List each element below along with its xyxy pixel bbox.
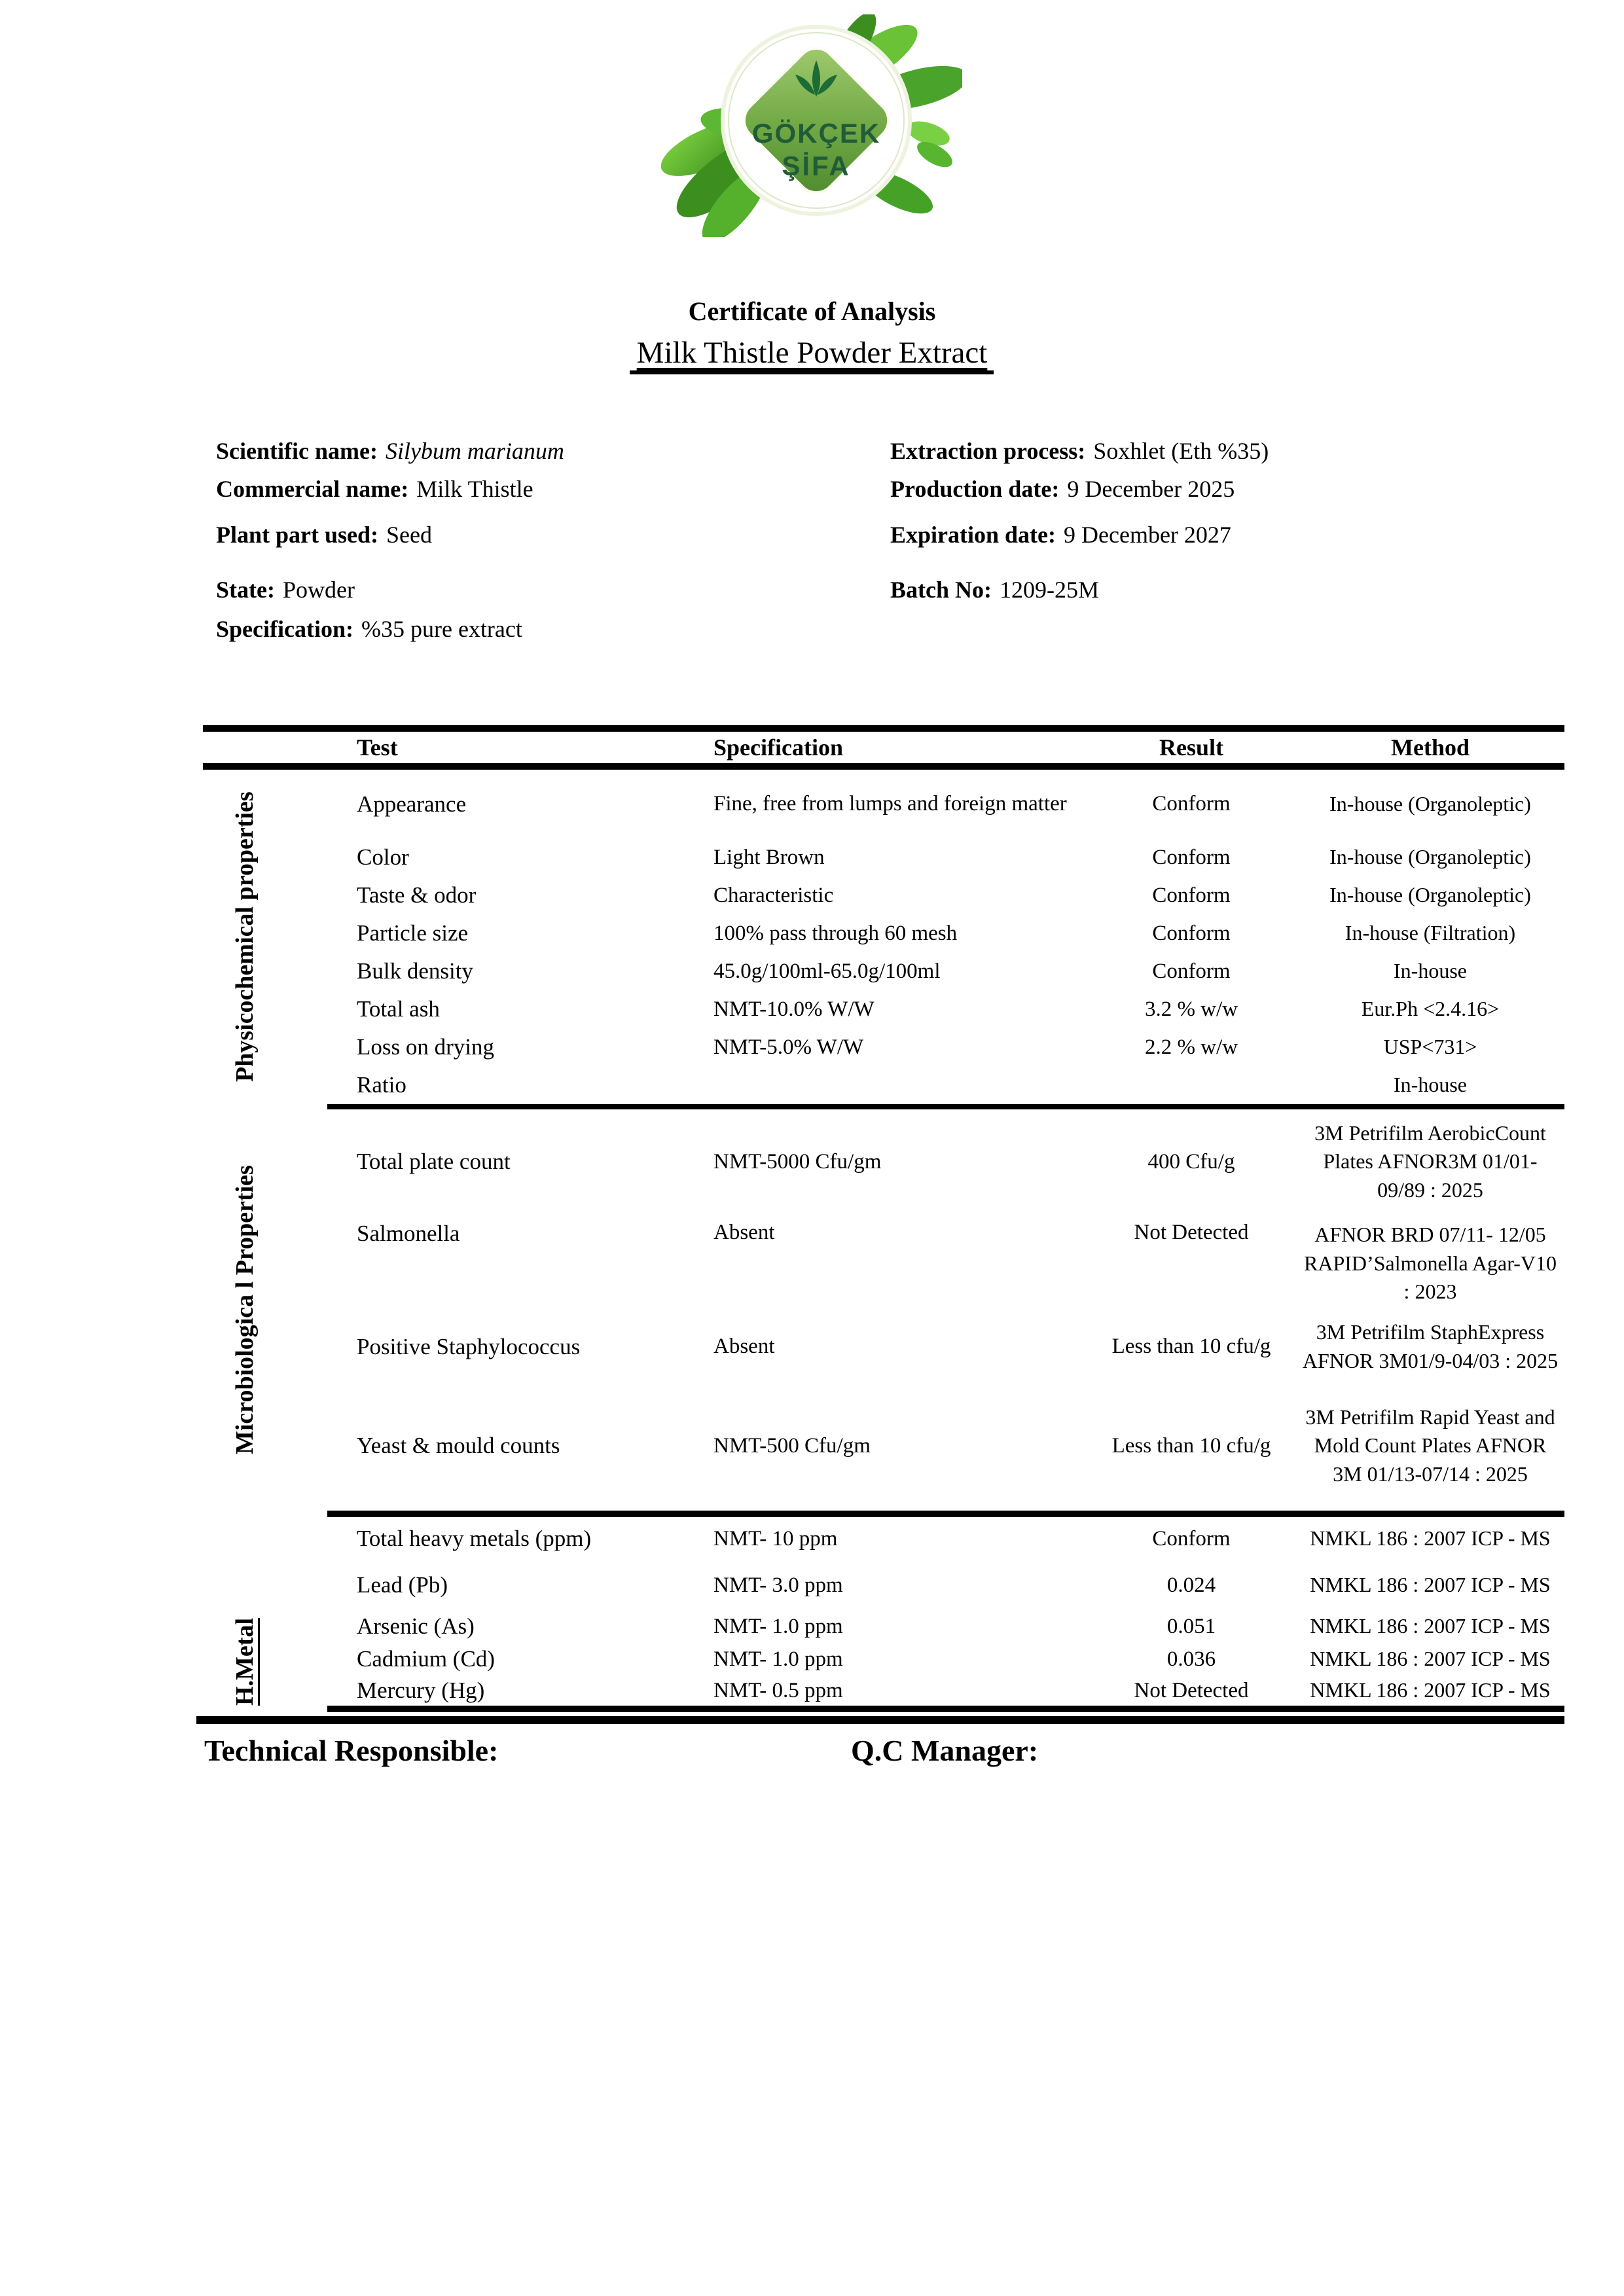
info-label: Expiration date: — [890, 522, 1056, 548]
cell-spec: NMT- 1.0 ppm — [713, 1614, 843, 1638]
table-row — [203, 1214, 1564, 1312]
table-row — [203, 1109, 1564, 1214]
cell-result: 0.024 — [1166, 1573, 1216, 1597]
info-label: Production date: — [890, 476, 1060, 502]
info-label: State: — [216, 577, 275, 603]
cell-spec: NMT- 1.0 ppm — [713, 1647, 843, 1671]
info-value: 9 December 2025 — [1067, 476, 1235, 502]
info-value: 9 December 2027 — [1064, 522, 1231, 548]
table-row — [203, 1312, 1564, 1381]
cell-result: 2.2 % w/w — [1144, 1035, 1238, 1059]
cell-method: In-house — [1394, 959, 1467, 983]
cell-result: Less than 10 cfu/g — [1111, 1335, 1271, 1358]
section-heavy-metals — [203, 1517, 1564, 1706]
cell-spec: Absent — [713, 1221, 775, 1244]
cell-method: AFNOR BRD 07/11- 12/05 RAPID’Salmonella Agar-V10 : 2023 — [1304, 1223, 1557, 1304]
table-row — [203, 1676, 1564, 1706]
table-row — [203, 1643, 1564, 1676]
cell-result: Conform — [1152, 883, 1231, 907]
cell-spec: NMT- 10 ppm — [713, 1526, 838, 1551]
header-specification: Specification — [713, 734, 843, 761]
header-method: Method — [1391, 734, 1470, 761]
table-row — [203, 1028, 1564, 1066]
info-specification — [216, 615, 522, 643]
table-row — [203, 1560, 1564, 1610]
table-header-border — [203, 763, 1564, 770]
cell-spec: Characteristic — [713, 883, 834, 907]
table-row — [203, 914, 1564, 952]
cell-test: Bulk density — [357, 958, 473, 984]
cell-method: NMKL 186 : 2007 ICP - MS — [1310, 1526, 1551, 1551]
section-microbiological — [203, 1109, 1564, 1511]
table-row — [203, 876, 1564, 914]
cell-method: 3M Petrifilm Rapid Yeast and Mold Count Plates AFNOR 3M 01/13-07/14 : 2025 — [1305, 1405, 1555, 1486]
logo-image — [661, 14, 962, 237]
group-label-heavy-metal: H.Metal — [231, 1617, 259, 1706]
cell-result: 0.036 — [1166, 1647, 1216, 1671]
brand-text-line2: ŞİFA — [782, 151, 851, 181]
group-label-physicochemical: Physicochemical properties — [231, 791, 259, 1083]
info-plant-part — [216, 521, 432, 548]
info-label: Scientific name: — [216, 438, 378, 464]
table-row — [203, 990, 1564, 1028]
table-row — [203, 770, 1564, 838]
table-header-row — [203, 732, 1564, 763]
info-label: Commercial name: — [216, 476, 409, 502]
cell-test: Appearance — [357, 791, 467, 817]
section-divider — [327, 1104, 1564, 1109]
cell-method: NMKL 186 : 2007 ICP - MS — [1310, 1614, 1551, 1638]
info-label: Plant part used: — [216, 522, 379, 548]
cell-result: Less than 10 cfu/g — [1111, 1433, 1271, 1458]
cell-result: Not Detected — [1134, 1221, 1249, 1244]
cell-test: Yeast & mould counts — [357, 1433, 560, 1458]
title-divider — [630, 370, 994, 374]
cell-method: In-house (Organoleptic) — [1329, 845, 1531, 869]
cell-test: Ratio — [357, 1072, 406, 1098]
cell-test: Arsenic (As) — [357, 1613, 475, 1639]
cell-result: 0.051 — [1166, 1614, 1216, 1638]
info-label: Batch No: — [890, 577, 992, 603]
cell-spec: NMT-10.0% W/W — [713, 997, 875, 1021]
cell-spec: NMT-5000 Cfu/gm — [713, 1149, 882, 1174]
table-bottom-border-inner — [327, 1706, 1564, 1712]
section-physicochemical — [203, 770, 1564, 1104]
cell-test: Cadmium (Cd) — [357, 1646, 495, 1672]
table-row — [203, 952, 1564, 990]
cell-method: 3M Petrifilm StaphExpress AFNOR 3M01/9-04/03 : 2025 — [1302, 1319, 1559, 1372]
cell-method: NMKL 186 : 2007 ICP - MS — [1310, 1647, 1551, 1671]
cell-spec: 100% pass through 60 mesh — [713, 921, 958, 945]
cell-test: Mercury (Hg) — [357, 1677, 485, 1703]
product-title-text: Milk Thistle Powder Extract — [636, 336, 988, 370]
cell-method: In-house (Organoleptic) — [1329, 791, 1531, 816]
cell-test: Positive Staphylococcus — [357, 1333, 581, 1359]
results-table — [203, 725, 1564, 1712]
cell-result: 3.2 % w/w — [1144, 997, 1238, 1021]
cell-test: Taste & odor — [357, 882, 477, 908]
info-label: Specification: — [216, 616, 353, 642]
company-logo — [661, 14, 962, 237]
cell-test: Lead (Pb) — [357, 1572, 448, 1598]
cell-spec: NMT-5.0% W/W — [713, 1035, 864, 1059]
cell-method: USP<731> — [1383, 1035, 1477, 1059]
info-value: Powder — [282, 577, 355, 603]
cell-method: In-house (Organoleptic) — [1329, 883, 1531, 907]
header-result: Result — [1159, 734, 1223, 761]
info-label: Extraction process: — [890, 438, 1086, 464]
qc-manager-label: Q.C Manager: — [851, 1734, 1039, 1767]
cell-spec: 45.0g/100ml-65.0g/100ml — [713, 959, 941, 983]
info-state — [216, 576, 355, 603]
cell-test: Particle size — [357, 920, 469, 946]
header-test: Test — [357, 734, 398, 761]
table-top-border — [203, 725, 1564, 732]
info-value: Silybum marianum — [385, 438, 564, 464]
technical-responsible-label: Technical Responsible: — [204, 1734, 499, 1767]
cell-test: Total plate count — [357, 1149, 511, 1174]
info-scientific-name — [216, 437, 564, 465]
table-bottom-border — [196, 1716, 1564, 1724]
cell-result: Conform — [1152, 845, 1231, 869]
product-title — [0, 335, 1624, 370]
cell-result: Conform — [1152, 959, 1231, 983]
info-production-date — [890, 475, 1235, 503]
cell-method: Eur.Ph <2.4.16> — [1361, 997, 1500, 1021]
cell-spec: Fine, free from lumps and foreign matter — [713, 792, 1067, 816]
info-value: Milk Thistle — [416, 476, 533, 502]
cell-result: Not Detected — [1134, 1678, 1249, 1702]
info-expiration-date — [890, 521, 1231, 548]
table-row — [203, 838, 1564, 876]
brand-text-line1: GÖKÇEK — [751, 118, 881, 149]
cell-method: NMKL 186 : 2007 ICP - MS — [1310, 1573, 1551, 1597]
cell-result: Conform — [1152, 921, 1231, 945]
info-batch-no — [890, 576, 1099, 603]
cell-method: In-house (Filtration) — [1344, 921, 1516, 945]
info-value: Seed — [386, 522, 432, 548]
cell-result: Conform — [1152, 1526, 1231, 1551]
group-label-microbiological: Microbiologica l Properties — [231, 1165, 259, 1455]
cell-spec: NMT- 3.0 ppm — [713, 1573, 843, 1597]
cell-spec: Light Brown — [713, 845, 825, 869]
cell-test: Total ash — [357, 996, 440, 1022]
cell-test: Salmonella — [357, 1221, 460, 1246]
cell-test: Color — [357, 844, 409, 870]
cell-spec: NMT- 0.5 ppm — [713, 1678, 843, 1702]
cell-spec: NMT-500 Cfu/gm — [713, 1433, 871, 1458]
cell-spec: Absent — [713, 1335, 775, 1358]
table-row — [203, 1517, 1564, 1560]
info-extraction-process — [890, 437, 1269, 465]
table-row — [203, 1610, 1564, 1643]
cell-result: Conform — [1152, 792, 1231, 816]
info-value: Soxhlet (Eth %35) — [1093, 438, 1269, 464]
cell-method: In-house — [1394, 1073, 1467, 1097]
info-commercial-name — [216, 475, 533, 503]
section-divider — [327, 1511, 1564, 1517]
cell-method: NMKL 186 : 2007 ICP - MS — [1310, 1678, 1551, 1702]
page-title: Certificate of Analysis — [688, 296, 936, 326]
cell-test: Loss on drying — [357, 1034, 494, 1060]
cell-test: Total heavy metals (ppm) — [357, 1526, 592, 1551]
info-value: %35 pure extract — [361, 616, 522, 642]
table-row — [203, 1066, 1564, 1104]
cell-method: 3M Petrifilm AerobicCount Plates AFNOR3M 01/01- 09/89 : 2025 — [1314, 1121, 1546, 1202]
info-value: 1209-25M — [1000, 577, 1099, 603]
cell-result: 400 Cfu/g — [1147, 1149, 1235, 1174]
table-row — [203, 1381, 1564, 1511]
